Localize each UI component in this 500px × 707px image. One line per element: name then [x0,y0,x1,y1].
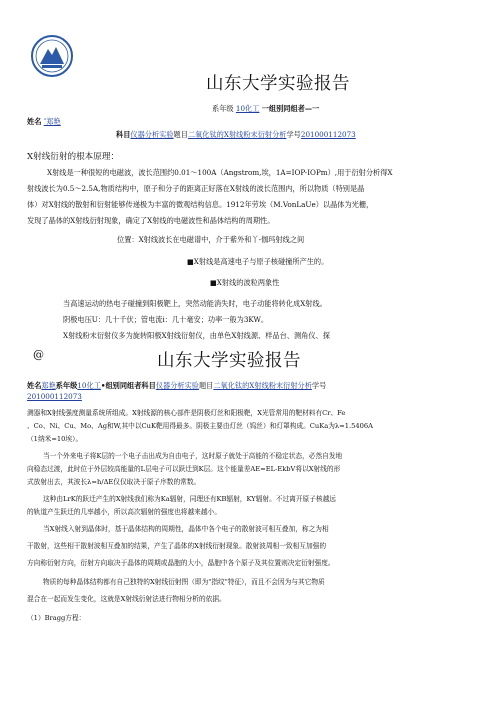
p2-value-name: 郑艳 [41,381,56,390]
p2-para2-line2: 向稳态过渡，此时位于外层较高能量的L层电子可以跃迁到K层。这个能量差AE=EL-EkbV将以X射线的形 [27,465,341,473]
page1-class-line [212,105,319,112]
position-line: 位置：X射线波长在电磁谱中，介于紫外和丫-伽玛射线之间 [117,235,305,244]
label-student-id: 学号 [286,130,301,139]
value-subject: 仪器分析实验 [130,130,174,139]
p2-para1-line2: 、Co、Ni、Cu、Mo、Ag和W,其中以CuK靶用得最多。阴极主要由灯丝（钨丝）和灯罩构成。CuKa为λ=1.5406A [27,422,373,430]
value-name: ″郑艳 [43,117,61,126]
page2-header-line [27,382,326,389]
p2-para4-line1: 当X射线入射到晶体时，基于晶体结构的周期性，晶体中各个电子的散射波可相互叠加，称之为相 [43,525,329,533]
bullet-line-1: ■X射线是高速电子与原子核碰撞所产生的。 [187,257,329,266]
label-group: 一组别同组者—一 [261,104,320,113]
bullet-line-2: ■X射线的波粒两象性 [210,278,280,287]
p1-para2-line1: 当高速运动的热电子碰撞到阳极靶上，突然动能消失时，电子动能将转化成X射线。 [63,299,327,308]
p1-para2-line2: 阴极电压U：几十千伏；管电流i：几十毫安；功率一般为3KW。 [63,315,269,324]
page1-name-line [27,118,61,125]
page1-subject-line [116,131,356,138]
p2-value-student-id: 201000112073 [27,392,82,401]
p1-para1-line1: X射线是一种很短的电磁波，波长范围约0.01～100A（Angstrom,埃，1A=IOP-IOPm）,用于衍射分析得X [47,168,393,177]
p2-value-topic: 二氧化钛的X射线粉末衍射分析 [213,381,312,390]
p2-para5-line1: 物质的每种晶体结构都有自己独特的X射线衍射图（即为"指纹"特征），而且不会因为与其它物质 [43,578,325,586]
label-topic: 题目 [173,130,188,139]
p2-label-student-id: 学号 [311,381,327,390]
page2-title: 山东大学实验报告 [157,351,301,371]
p2-value-class-year: 10化工 [77,381,101,390]
p1-para1-line3: 体）对X射线的散射和衍射能够传递极为丰富的微观结构信息。1912年劳埃（M.VonLaUe）以晶体为光栅， [27,200,374,209]
p2-para2-line3: 式放射出去，其波长λ=h/ΔE仅仅取决于原子序数的常数。 [27,478,201,486]
p2-para3-line1: 这种由LrK的跃迁产生的X射线我们称为Ka辐射，同理还有KB辐射，KY辐射。不过离开原子核越远 [43,495,336,503]
p2-para3-line2: 的轨道产生跃迁的几率越小，所以高次辐射的强度也将越来越小。 [27,508,221,516]
p2-para4-line3: 方向称衍射方向，衍射方向取决于晶体的周期或晶胞的大小，晶胞中各个原子及其位置则决定衍射强度。 [27,559,335,567]
p2-para1-line3: （1纳米=10埃）。 [27,435,83,443]
p2-value-subject: 仪器分析实验 [155,381,199,390]
value-topic: 二氧化钛的X射线粉末衍射分析 [187,130,287,139]
bragg-heading: （1）Bragg方程： [27,614,86,622]
label-subject: 科目 [116,130,131,139]
p2-label-class-year: 系年级 [55,381,78,390]
p2-para1-line1: 测器和X射线强度测量系统所组成。X射线源的核心部件是阴极灯丝和阳极靶，X光管常用的靶材料有Cr、Fe [27,409,346,417]
p1-para2-line3: X射线粉末衍射仪多为旋转阳极X射线衍射仪，由单色X射线源、样品台、测角仪、探 [63,331,330,340]
p2-label-group-subject: •组别同组者科目 [100,381,156,390]
value-class-year: 10化工 [235,104,260,113]
value-student-id: 201000112073 [300,130,356,139]
p2-para2-line1: 当一个外来电子将K层的一个电子击出成为自由电子，这时原子就处于高能的不稳定状态，必然自发地 [43,452,343,460]
page1-title: 山东大学实验报告 [206,74,350,94]
p2-label-topic: 题目 [198,381,214,390]
label-class-year: 系年级 [212,104,234,113]
p2-para5-line2: 混合在一起而发生变化，这就是X射线衍射法进行物相分析的依据。 [27,595,226,603]
page2-at-symbol: @ [33,348,44,361]
p1-para1-line2: 射线波长为0.5～2.5A,物质结构中，原子和分子的距离正好落在X射线的波长范围内，所以物质（特别是晶 [27,184,365,193]
university-logo [30,32,74,80]
p2-label-name: 姓名 [27,381,42,390]
section-heading: X射线衍射的根本原理： [27,152,120,162]
label-name: 姓名 [27,117,42,126]
p2-para4-line2: 干散射，这些相干散射波相互叠加的结果，产生了晶体的X射线衍射现象。散射波周相一致相互加强的 [27,542,327,550]
p1-para1-line4: 发现了晶体的X射线衍射现象，确定了X射线的电磁波性和晶体结构的周期性。 [27,216,275,225]
